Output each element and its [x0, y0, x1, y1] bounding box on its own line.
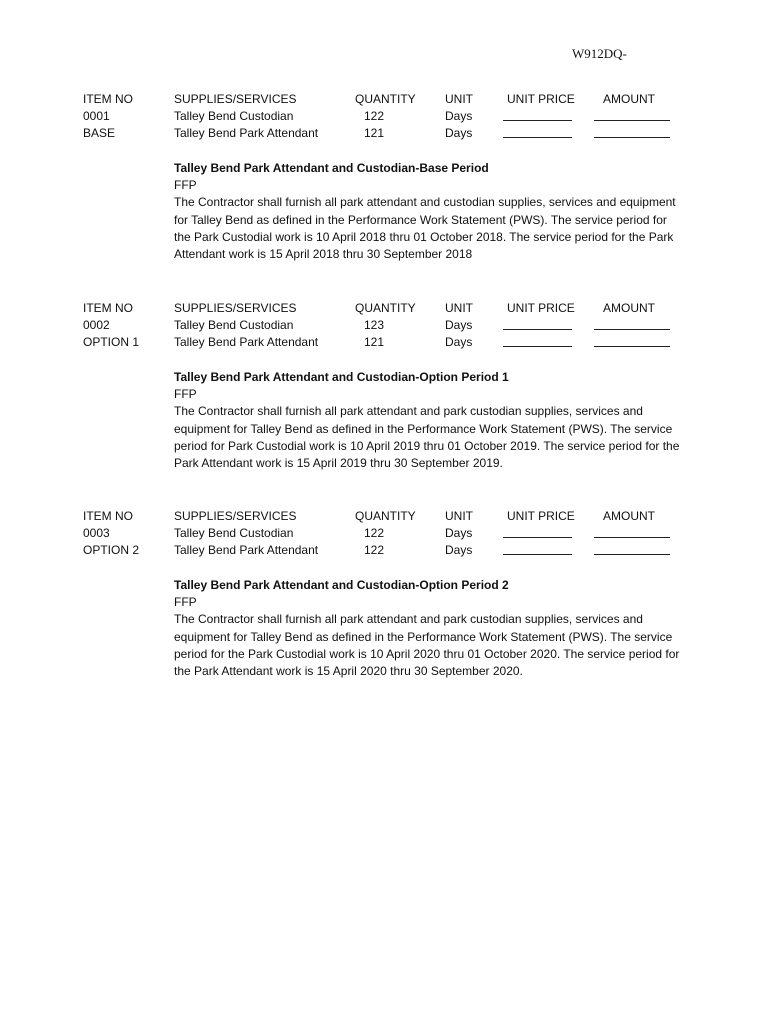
line-unit: Days [445, 335, 473, 349]
header-amount: AMOUNT [603, 301, 655, 315]
header-supplies: SUPPLIES/SERVICES [174, 92, 297, 106]
pricing-type: FFP [174, 595, 197, 610]
line-description: Talley Bend Park Attendant [174, 335, 319, 349]
header-unit-price: UNIT PRICE [507, 92, 575, 106]
line-quantity: 122 [364, 109, 385, 123]
pricing-type: FFP [174, 178, 197, 193]
item-number: 0002 [83, 318, 110, 332]
line-item-0001 [0, 91, 770, 262]
unit-price-blank[interactable] [503, 317, 572, 330]
item-description [174, 160, 684, 263]
header-unit: UNIT [445, 92, 473, 106]
amount-blank[interactable] [594, 542, 670, 555]
line-description: Talley Bend Custodian [174, 318, 294, 332]
line-item-0003 [0, 508, 770, 679]
line-description: Talley Bend Park Attendant [174, 543, 319, 557]
item-label: BASE [83, 126, 116, 140]
line-unit: Days [445, 526, 473, 540]
header-quantity: QUANTITY [355, 301, 416, 315]
unit-price-blank[interactable] [503, 542, 572, 555]
line-description: Talley Bend Park Attendant [174, 126, 319, 140]
line-unit: Days [445, 126, 473, 140]
item-label: OPTION 1 [83, 335, 140, 349]
item-title: Talley Bend Park Attendant and Custodian-Option Period 2 [174, 578, 509, 592]
item-title: Talley Bend Park Attendant and Custodian-Base Period [174, 161, 489, 175]
item-description [174, 369, 684, 472]
line-item-0002 [0, 300, 770, 471]
item-table [0, 300, 770, 354]
header-item-no: ITEM NO [83, 509, 133, 523]
header-unit-price: UNIT PRICE [507, 509, 575, 523]
unit-price-blank[interactable] [503, 334, 572, 347]
header-unit: UNIT [445, 509, 473, 523]
header-quantity: QUANTITY [355, 92, 416, 106]
line-description: Talley Bend Custodian [174, 109, 294, 123]
header-supplies: SUPPLIES/SERVICES [174, 301, 297, 315]
line-quantity: 121 [364, 126, 385, 140]
line-description: Talley Bend Custodian [174, 526, 294, 540]
item-description [174, 577, 684, 680]
amount-blank[interactable] [594, 525, 670, 538]
item-title: Talley Bend Park Attendant and Custodian-Option Period 1 [174, 370, 509, 384]
header-unit: UNIT [445, 301, 473, 315]
unit-price-blank[interactable] [503, 525, 572, 538]
item-number: 0003 [83, 526, 110, 540]
header-item-no: ITEM NO [83, 301, 133, 315]
line-quantity: 123 [364, 318, 385, 332]
item-text: The Contractor shall furnish all park attendant and park custodian supplies, services and equipment for Talley Bend as defined in the Performance Work Statement (PWS). The service period for Park Custodial work is 10 April 2019 thru 01 October 2019. The service period for the Park Attendant work is 15 April 2019 thru 30 September 2019. [174, 404, 680, 471]
item-label: OPTION 2 [83, 543, 140, 557]
document-id: W912DQ- [572, 46, 627, 61]
line-quantity: 122 [364, 543, 385, 557]
line-unit: Days [445, 109, 473, 123]
item-text: The Contractor shall furnish all park attendant and park custodian supplies, services and equipment for Talley Bend as defined in the Performance Work Statement (PWS). The service period for the Park Custodial work is 10 April 2020 thru 01 October 2020. The service period for the Park Attendant work is 15 April 2020 thru 30 September 2020. [174, 612, 680, 679]
amount-blank[interactable] [594, 317, 670, 330]
amount-blank[interactable] [594, 334, 670, 347]
item-table [0, 508, 770, 562]
header-item-no: ITEM NO [83, 92, 133, 106]
header-supplies: SUPPLIES/SERVICES [174, 509, 297, 523]
header-amount: AMOUNT [603, 92, 655, 106]
amount-blank[interactable] [594, 125, 670, 138]
pricing-type: FFP [174, 387, 197, 402]
item-number: 0001 [83, 109, 110, 123]
line-unit: Days [445, 543, 473, 557]
line-unit: Days [445, 318, 473, 332]
header-unit-price: UNIT PRICE [507, 301, 575, 315]
item-text: The Contractor shall furnish all park attendant and custodian supplies, services and equipment for Talley Bend as defined in the Performance Work Statement (PWS). The service period for the Park Custodial work is 10 April 2018 thru 01 October 2018. The service period for the Park Attendant work is 15 April 2018 thru 30 September 2018 [174, 195, 676, 262]
amount-blank[interactable] [594, 108, 670, 121]
item-table [0, 91, 770, 145]
header-quantity: QUANTITY [355, 509, 416, 523]
header-amount: AMOUNT [603, 509, 655, 523]
line-quantity: 121 [364, 335, 385, 349]
line-quantity: 122 [364, 526, 385, 540]
unit-price-blank[interactable] [503, 125, 572, 138]
unit-price-blank[interactable] [503, 108, 572, 121]
